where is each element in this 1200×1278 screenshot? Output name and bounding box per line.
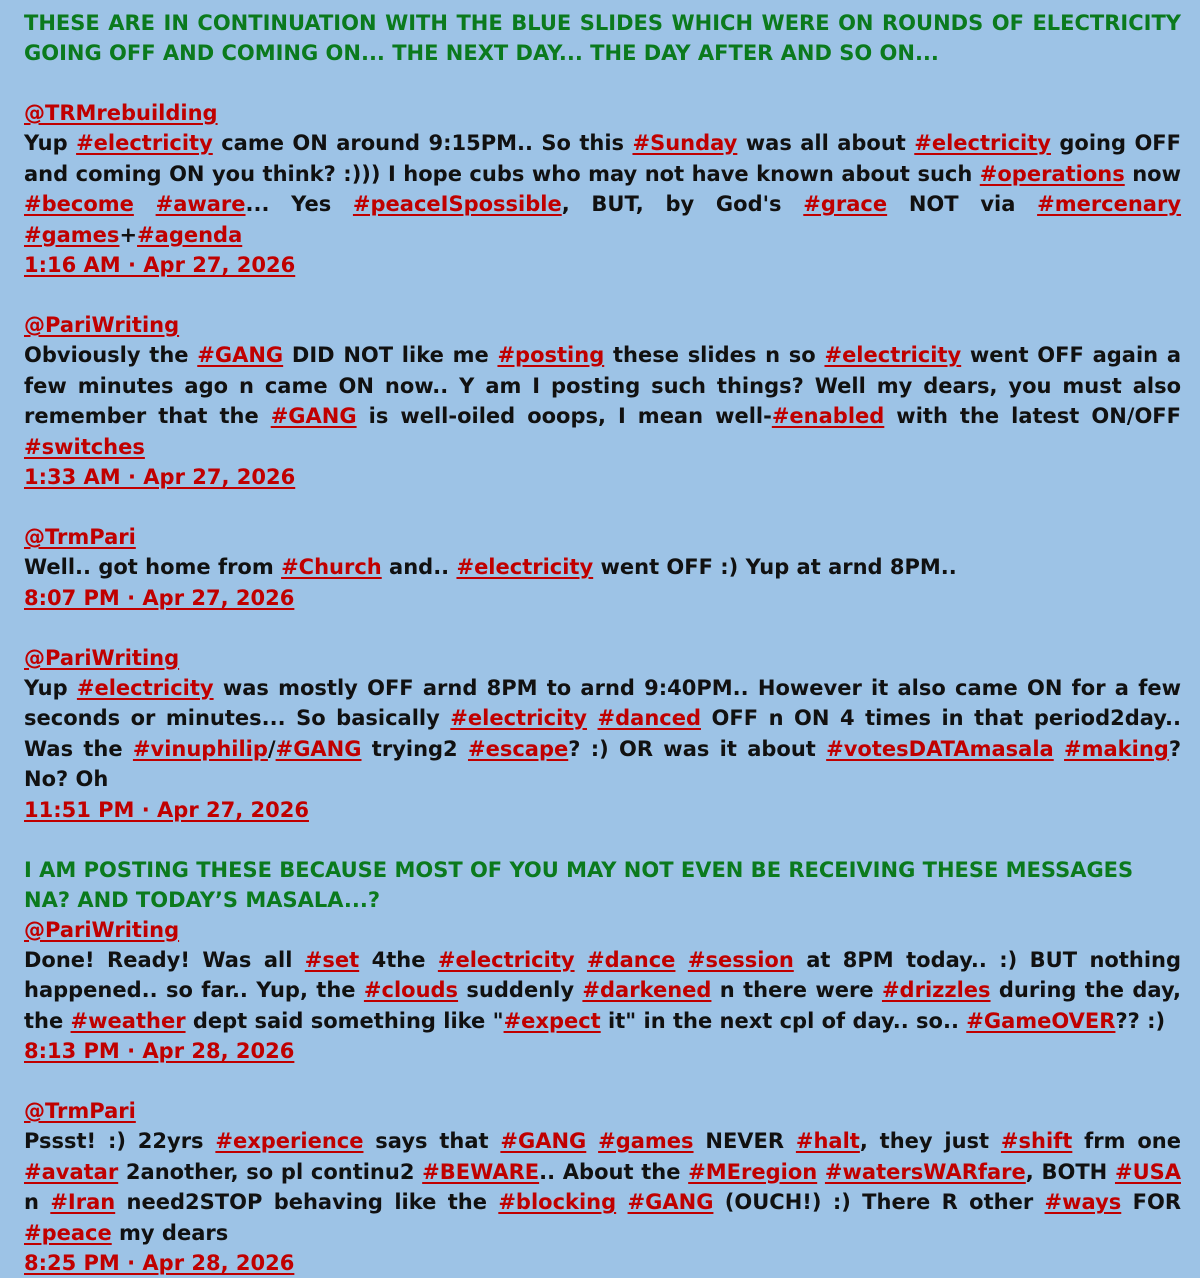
post-list-a [24,98,1181,825]
hashtag-link[interactable]: #aware [156,192,246,216]
hashtag-link[interactable]: #BEWARE [422,1160,539,1184]
post-text [1054,737,1064,761]
post-text: during the day, the [24,978,1181,1033]
hashtag-link[interactable]: #expect [504,1009,601,1033]
hashtag-link[interactable]: #watersWARfare [825,1160,1026,1184]
hashtag-link[interactable]: #peaceISpossible [353,192,562,216]
post-text: frm one [1072,1129,1181,1153]
hashtag-link[interactable]: #electricity [76,131,213,155]
post-text: ... Yes [246,192,353,216]
post-text: n there were [711,978,882,1002]
hashtag-link[interactable]: #electricity [914,131,1051,155]
post-timestamp-link[interactable]: 8:07 PM · Apr 27, 2026 [24,583,1181,613]
post-text: Yup [24,676,77,700]
post-item [24,98,1181,280]
hashtag-link[interactable]: #drizzles [882,978,991,1002]
hashtag-link[interactable]: #GANG [271,404,357,428]
hashtag-link[interactable]: #switches [24,435,145,459]
hashtag-link[interactable]: #GANG [500,1129,586,1153]
post-text: these slides n so [604,343,824,367]
post-text [616,1190,627,1214]
secondary-notice: I AM POSTING THESE BECAUSE MOST OF YOU MAY NOT EVEN BE RECEIVING THESE MESSAGES NA? AND TODAY’S MASALA...? [24,855,1181,915]
hashtag-link[interactable]: #electricity [450,706,587,730]
post-handle-link[interactable]: @TrmPari [24,1096,1181,1126]
hashtag-link[interactable]: #enabled [772,404,884,428]
post-text: (OUCH!) :) There R other [713,1190,1044,1214]
hashtag-link[interactable]: #electricity [438,948,575,972]
post-item [24,1096,1181,1278]
post-body [24,552,1181,583]
post-text: suddenly [458,978,582,1002]
hashtag-link[interactable]: #vinuphilip [133,737,268,761]
post-item [24,643,1181,825]
post-text: trying2 [362,737,468,761]
post-text: it" in the next cpl of day.. so.. [601,1009,967,1033]
post-text: ? :) OR was it about [568,737,826,761]
post-body [24,1126,1181,1248]
hashtag-link[interactable]: #Sunday [632,131,737,155]
hashtag-link[interactable]: #shift [1001,1129,1072,1153]
post-handle-link[interactable]: @TRMrebuilding [24,98,1181,128]
post-text: was mostly OFF arnd 8PM to arnd 9:40PM.. However it also came ON for a few seconds or minutes... So basically [24,676,1181,731]
post-text: ?? :) [1115,1009,1165,1033]
post-handle-link[interactable]: @PariWriting [24,915,1181,945]
hashtag-link[interactable]: #experience [215,1129,363,1153]
post-timestamp-link[interactable]: 1:33 AM · Apr 27, 2026 [24,462,1181,492]
post-text: dept said something like " [186,1009,504,1033]
post-text [817,1160,825,1184]
post-timestamp-link[interactable]: 8:25 PM · Apr 28, 2026 [24,1248,1181,1278]
post-text [134,192,156,216]
hashtag-link[interactable]: #games [24,223,119,247]
hashtag-link[interactable]: #posting [497,343,604,367]
hashtag-link[interactable]: #escape [468,737,568,761]
post-text [575,948,587,972]
post-body [24,673,1181,795]
post-body [24,340,1181,462]
post-text: 4the [359,948,438,972]
hashtag-link[interactable]: #GANG [276,737,362,761]
post-text [587,706,598,730]
post-text: ? No? Oh [24,737,1181,792]
post-text: NOT via [887,192,1037,216]
hashtag-link[interactable]: #session [688,948,794,972]
hashtag-link[interactable]: #dance [587,948,675,972]
post-text: was all about [737,131,914,155]
post-text: FOR [1121,1190,1181,1214]
post-text: says that [363,1129,500,1153]
post-text: .. About the [539,1160,688,1184]
hashtag-link[interactable]: #avatar [24,1160,118,1184]
hashtag-link[interactable]: #grace [803,192,887,216]
post-timestamp-link[interactable]: 8:13 PM · Apr 28, 2026 [24,1036,1181,1066]
hashtag-link[interactable]: #halt [796,1129,860,1153]
post-handle-link[interactable]: @PariWriting [24,310,1181,340]
post-text: Well.. got home from [24,555,281,579]
post-body [24,945,1181,1037]
hashtag-link[interactable]: #making [1064,737,1169,761]
post-item [24,310,1181,492]
post-text: going OFF and coming ON you think? :))) I hope cubs who may not have known about such [24,131,1181,186]
post-text: n [24,1190,50,1214]
hashtag-link[interactable]: #Church [281,555,382,579]
hashtag-link[interactable]: #darkened [582,978,711,1002]
post-text: / [268,737,276,761]
hashtag-link[interactable]: #USA [1115,1160,1181,1184]
post-text: Obviously the [24,343,197,367]
post-item [24,915,1181,1067]
post-text: , they just [860,1129,1001,1153]
post-text: at 8PM today.. :) BUT nothing happened.. so far.. Yup, the [24,948,1181,1003]
post-text: is well-oiled ooops, I mean well- [357,404,772,428]
post-text: Pssst! :) 22yrs [24,1129,215,1153]
hashtag-link[interactable]: #votesDATAmasala [826,737,1054,761]
post-list-b [24,915,1181,1278]
hashtag-link[interactable]: #weather [71,1009,186,1033]
post-text: DID NOT like me [283,343,497,367]
hashtag-link[interactable]: #mercenary [1037,192,1181,216]
post-text: , BOTH [1026,1160,1115,1184]
hashtag-link[interactable]: #operations [980,162,1125,186]
post-text: came ON around 9:15PM.. So this [213,131,633,155]
hashtag-link[interactable]: #become [24,192,134,216]
post-text: Yup [24,131,76,155]
intro-notice: THESE ARE IN CONTINUATION WITH THE BLUE SLIDES WHICH WERE ON ROUNDS OF ELECTRICITY GOING OFF AND COMING ON... THE NEXT DAY... THE DAY AFTER AND SO ON... [24,8,1181,68]
post-text: and.. [382,555,457,579]
post-handle-link[interactable]: @PariWriting [24,643,1181,673]
hashtag-link[interactable]: #set [305,948,359,972]
post-timestamp-link[interactable]: 11:51 PM · Apr 27, 2026 [24,795,1181,825]
post-text: now [1125,162,1181,186]
post-handle-link[interactable]: @TrmPari [24,522,1181,552]
hashtag-link[interactable]: #ways [1045,1190,1122,1214]
post-text: with the latest ON/OFF [884,404,1181,428]
hashtag-link[interactable]: #peace [24,1221,112,1245]
post-item [24,522,1181,613]
post-text: OFF n ON 4 times in that period2day.. Was the [24,706,1181,761]
hashtag-link[interactable]: #clouds [364,978,458,1002]
hashtag-link[interactable]: #MEregion [688,1160,817,1184]
hashtag-link[interactable]: #Iran [50,1190,115,1214]
post-text: need2STOP behaving like the [115,1190,498,1214]
hashtag-link[interactable]: #games [598,1129,693,1153]
hashtag-link[interactable]: #electricity [456,555,593,579]
post-text [586,1129,598,1153]
post-text: 2another, so pl continu2 [118,1160,422,1184]
post-text: went OFF again a few minutes ago n came ON now.. Y am I posting such things? Well my dears, you must also remember that the [24,343,1181,428]
post-text: + [119,223,137,247]
post-text: Done! Ready! Was all [24,948,305,972]
hashtag-link[interactable]: #electricity [77,676,214,700]
hashtag-link[interactable]: #GANG [628,1190,714,1214]
post-text [675,948,687,972]
post-text: NEVER [694,1129,796,1153]
hashtag-link[interactable]: #GANG [197,343,283,367]
post-text: went OFF :) Yup at arnd 8PM.. [593,555,957,579]
hashtag-link[interactable]: #GameOVER [966,1009,1115,1033]
post-timestamp-link[interactable]: 1:16 AM · Apr 27, 2026 [24,250,1181,280]
hashtag-link[interactable]: #danced [598,706,701,730]
hashtag-link[interactable]: #blocking [498,1190,616,1214]
post-text: , BUT, by God's [562,192,804,216]
hashtag-link[interactable]: #agenda [137,223,242,247]
post-body [24,128,1181,250]
hashtag-link[interactable]: #electricity [824,343,961,367]
post-text: my dears [112,1221,229,1245]
spacer [24,68,1181,98]
